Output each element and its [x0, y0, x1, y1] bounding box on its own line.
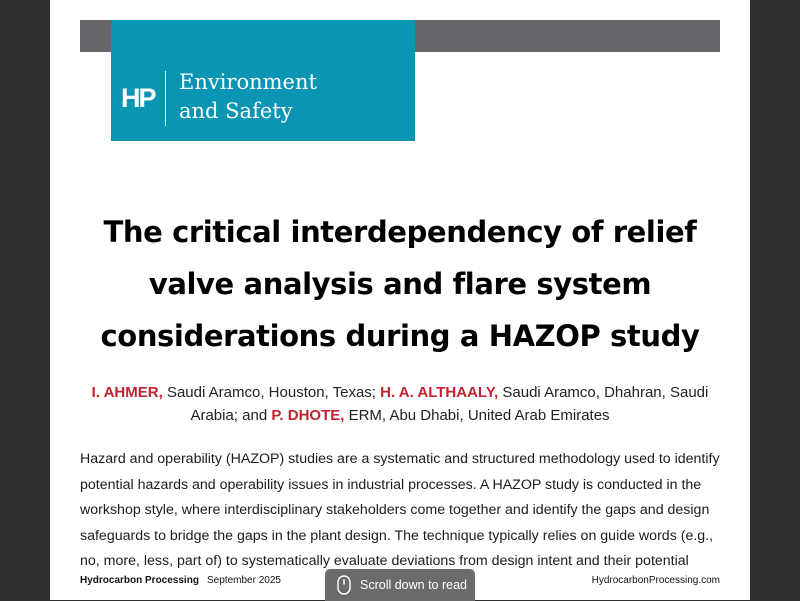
author-name: I. AHMER, — [91, 384, 163, 401]
footer-date: September 2025 — [207, 575, 281, 586]
article-title: The critical interdependency of relief valve analysis and flare system considerations during a HAZOP study — [100, 215, 700, 353]
scroll-down-label: Scroll down to read — [360, 578, 468, 592]
mouse-scroll-icon — [337, 575, 351, 595]
scroll-down-button[interactable] — [325, 569, 475, 601]
footer-website: HydrocarbonProcessing.com — [591, 575, 720, 586]
author-name: H. A. ALTHAALY, — [380, 384, 499, 401]
author-affiliation: ERM, Abu Dhabi, United Arab Emirates — [348, 407, 610, 424]
author-affiliation: Saudi Aramco, Dhahran, Saudi Arabia; and — [190, 384, 709, 424]
magazine-page[interactable] — [50, 0, 750, 600]
author-byline — [80, 381, 720, 427]
author-affiliation: Saudi Aramco, Houston, Texas; — [166, 384, 376, 401]
hp-logo: HP — [121, 83, 155, 113]
section-divider — [165, 71, 166, 126]
article-body: Hazard and operability (HAZOP) studies are a systematic and structured methodology used to identify potential hazards and operability issues in industrial processes. A HAZOP study is conducted in the workshop style, where interdisciplinary stakeholders come together and identify the gaps and design safeguards to bridge the gaps in the plant design. The technique typically relies on guide words (e.g., no, more, less, part of) to systematically evaluate deviations from design intent and their potential — [80, 451, 720, 570]
footer-publication: Hydrocarbon Processing — [80, 575, 199, 586]
section-label-box — [111, 20, 415, 141]
author-name: P. DHOTE, — [271, 407, 345, 424]
section-title: Environment and Safety — [179, 70, 317, 123]
